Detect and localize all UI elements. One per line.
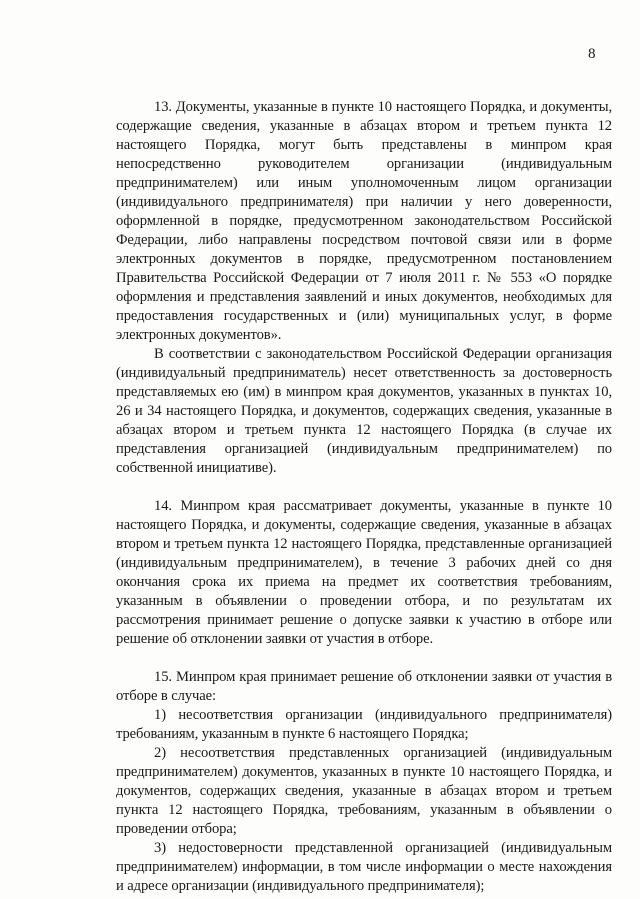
paragraph-13-responsibility: В соответствии с законодательством Российской Федерации организация (индивидуальный предприниматель) несет ответственность за достоверность представляемых ею (им) в минпром края документов, указанных в пунктах 10, 26 и 34 настоящего Порядка, и документов, содержащих сведения, указанные в абзацах втором и третьем пункта 12 настоящего Порядка (в случае их представления организацией (индивидуальным предпринимателем) по собственной инициативе). bbox=[116, 346, 612, 476]
paragraph-15-item-3: 3) недостоверности представленной организацией (индивидуальным предпринимателем) информации, в том числе информации о месте нахождения и адресе организации (индивидуального предпринимателя); bbox=[116, 840, 612, 894]
page-number: 8 bbox=[588, 46, 596, 62]
paragraph-13: 13. Документы, указанные в пункте 10 настоящего Порядка, и документы, содержащие сведения, указанные в абзацах втором и третьем пункта 12 настоящего Порядка, могут быть представлены в минпром края непосредственно руководителем организации (индивидуальным предпринимателем) или иным уполномоченным лицом организации (индивидуального предпринимателя) при наличии у него доверенности, оформленной в порядке, предусмотренном законодательством Российской Федерации, либо направлены посредством почтовой связи или в форме электронных документов в порядке, предусмотренном постановлением Правительства Российской Федерации от 7 июля 2011 г. № 553 «О порядке оформления и представления заявлений и иных документов, необходимых для предоставления государственных и (или) муниципальных услуг, в форме электронных документов». bbox=[116, 99, 612, 343]
paragraph-14: 14. Минпром края рассматривает документы, указанные в пункте 10 настоящего Порядка, и документы, содержащие сведения, указанные в абзацах втором и третьем пункта 12 настоящего Порядка, представленные организацией (индивидуальным предпринимателем), в течение 3 рабочих дней со дня окончания срока их приема на предмет их соответствия требованиям, указанным в объявлении о проведении отбора, и по результатам их рассмотрения принимает решение о допуске заявки к участию в отборе или решение об отклонении заявки от участия в отборе. bbox=[116, 498, 612, 647]
paragraph-15: 15. Минпром края принимает решение об отклонении заявки от участия в отборе в случае: bbox=[116, 669, 612, 704]
paragraph-15-item-1: 1) несоответствия организации (индивидуального предпринимателя) требованиям, указанным в пункте 6 настоящего Порядка; bbox=[116, 707, 612, 742]
paragraph-15-item-2: 2) несоответствия представленных организацией (индивидуальным предпринимателем) документов, указанных в пункте 10 настоящего Порядка, и документов, содержащих сведения, указанные в абзацах втором и третьем пункта 12 настоящего Порядка, требованиям, указанным в объявлении о проведении отбора; bbox=[116, 745, 612, 837]
document-body bbox=[116, 98, 612, 896]
